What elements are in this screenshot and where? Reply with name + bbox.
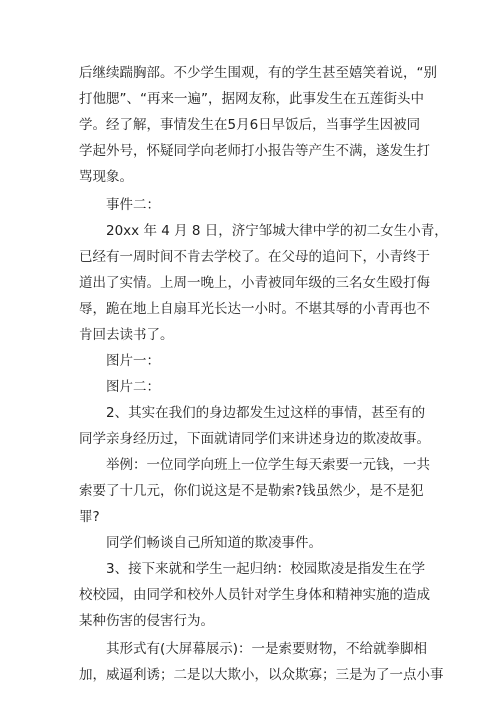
paragraph-line: 同学亲身经历过，下面就请同学们来讲述身边的欺凌故事。 xyxy=(79,431,430,447)
paragraph-line: 打他腮”、“再来一遍”，据网友称，此事发生在五莲街头中 xyxy=(79,91,424,107)
paragraph-line: 2、其实在我们的身边都发生过这样的事情，甚至有的 xyxy=(106,405,426,421)
paragraph-line: 举例：一位同学向班上一位学生每天索要一元钱，一共 xyxy=(106,457,430,473)
paragraph-line: 已经有一周时间不肯去学校了。在父母的追问下，小青终于 xyxy=(79,249,430,265)
paragraph-line: 索要了十几元，你们说这是不是勒索?钱虽然少，是不是犯 xyxy=(79,483,424,499)
image-caption: 图片一： xyxy=(106,353,160,369)
paragraph-line: 加，威逼利诱；二是以大欺小，以众欺寡；三是为了一点小事 xyxy=(79,667,444,683)
paragraph-line: 学起外号，怀疑同学向老师打小报告等产生不满，遂发生打 xyxy=(79,143,430,159)
paragraph-line: 其形式有(大屏幕展示)：一是索要财物，不给就拳脚相 xyxy=(106,641,428,657)
paragraph-line: 后继续踹胸部。不少学生围观，有的学生甚至嬉笑着说，“别 xyxy=(79,65,437,81)
paragraph-line: 肯回去读书了。 xyxy=(79,327,174,343)
paragraph-line: 道出了实情。上周一晚上，小青被同年级的三名女生殴打侮 xyxy=(79,275,430,291)
paragraph-line: 3、接下来就和学生一起归纳：校园欺凌是指发生在学 xyxy=(106,561,426,577)
paragraph-line: 罪? xyxy=(79,509,100,525)
paragraph-line: 某种伤害的侵害行为。 xyxy=(79,613,214,629)
paragraph-line: 20xx 年 4 月 8 日，济宁邹城大律中学的初二女生小青， xyxy=(106,223,448,239)
paragraph-line: 学。经了解，事情发生在5月6日早饭后，当事学生因被同 xyxy=(79,117,421,133)
paragraph-line: 辱，跪在地上自扇耳光长达一小时。不堪其辱的小青再也不 xyxy=(79,301,430,317)
paragraph-line: 校校园，由同学和校外人员针对学生身体和精神实施的造成 xyxy=(79,587,430,603)
paragraph-line: 骂现象。 xyxy=(79,169,133,185)
section-heading: 事件二： xyxy=(106,197,160,213)
image-caption: 图片二： xyxy=(106,379,160,395)
paragraph-line: 同学们畅谈自己所知道的欺凌事件。 xyxy=(106,535,322,551)
